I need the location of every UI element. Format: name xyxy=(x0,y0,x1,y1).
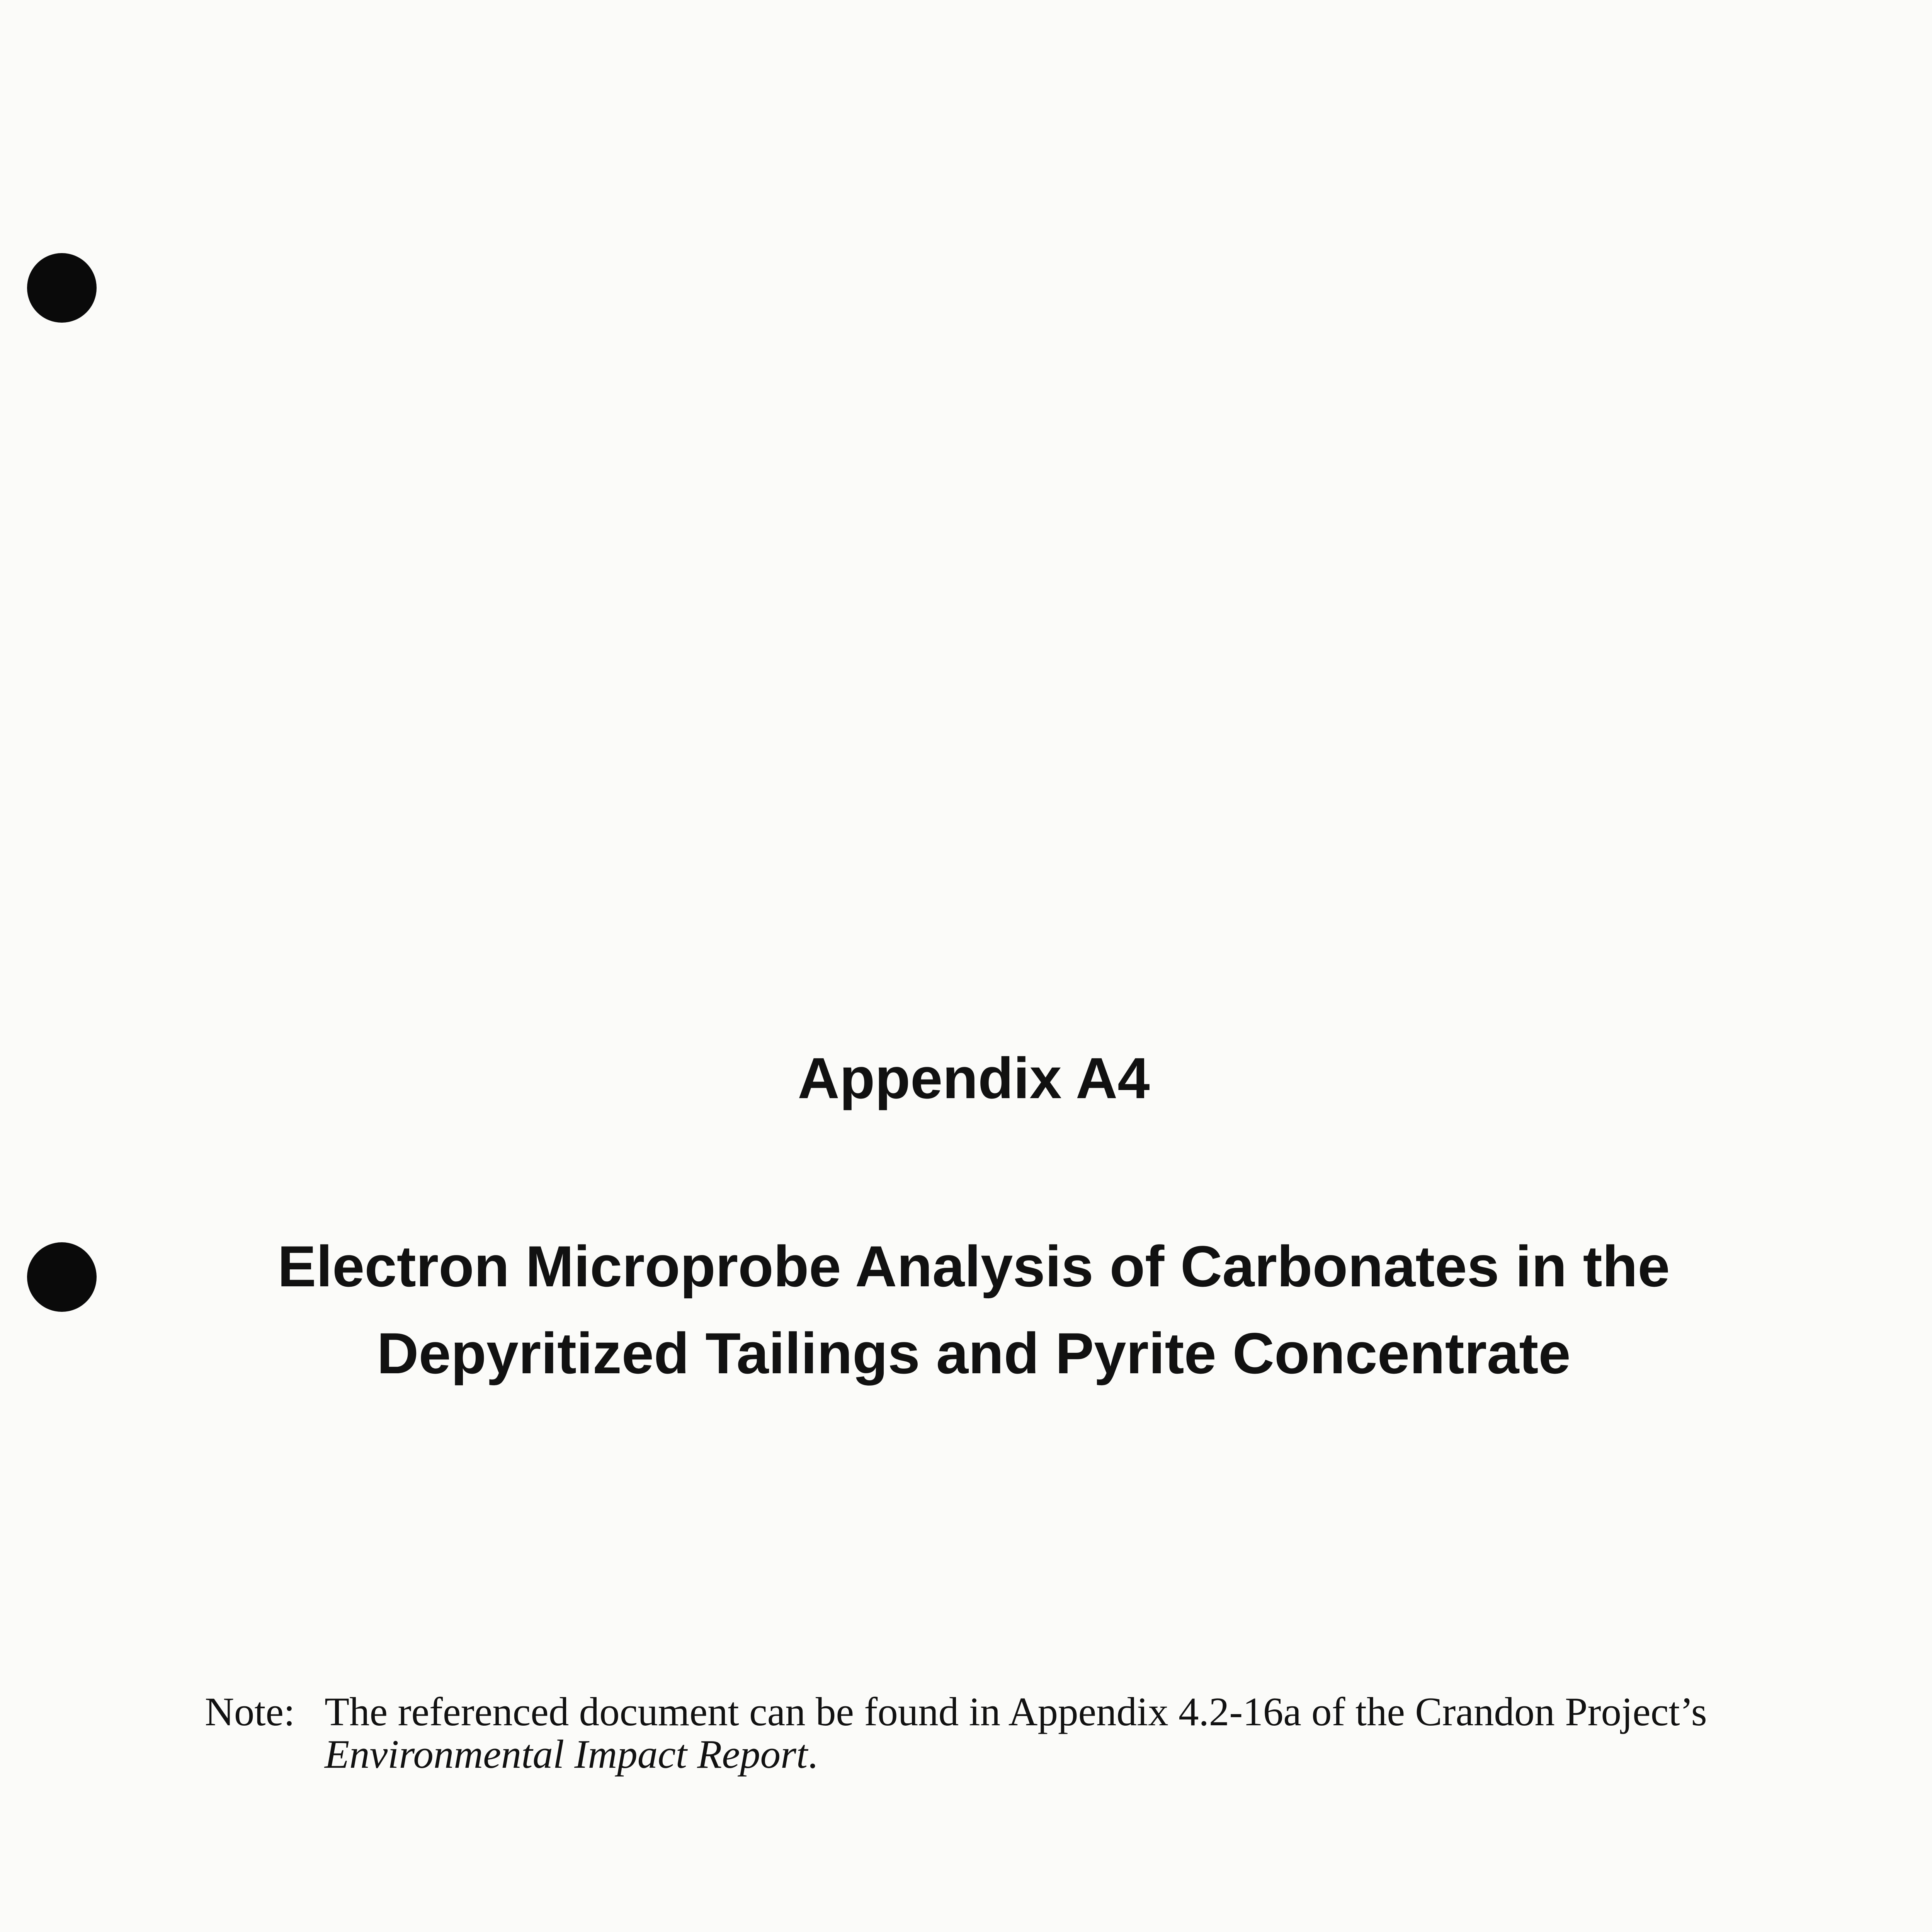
appendix-subtitle xyxy=(0,1223,1932,1397)
report-title: Environmental Impact Report xyxy=(325,1731,808,1777)
binder-hole-top xyxy=(27,253,97,323)
note-line-2 xyxy=(325,1733,1754,1776)
note-period: . xyxy=(808,1731,818,1777)
note-line-1: The referenced document can be found in Appendix 4.2-16a of the Crandon Project’s xyxy=(325,1689,1707,1734)
subtitle-line-1: Electron Microprobe Analysis of Carbonates in the xyxy=(277,1234,1670,1299)
subtitle-line-2: Depyritized Tailings and Pyrite Concentrate xyxy=(377,1321,1571,1386)
note-label: Note: xyxy=(205,1689,295,1734)
note-body xyxy=(325,1690,1754,1776)
appendix-title: Appendix A4 xyxy=(798,1046,1150,1111)
